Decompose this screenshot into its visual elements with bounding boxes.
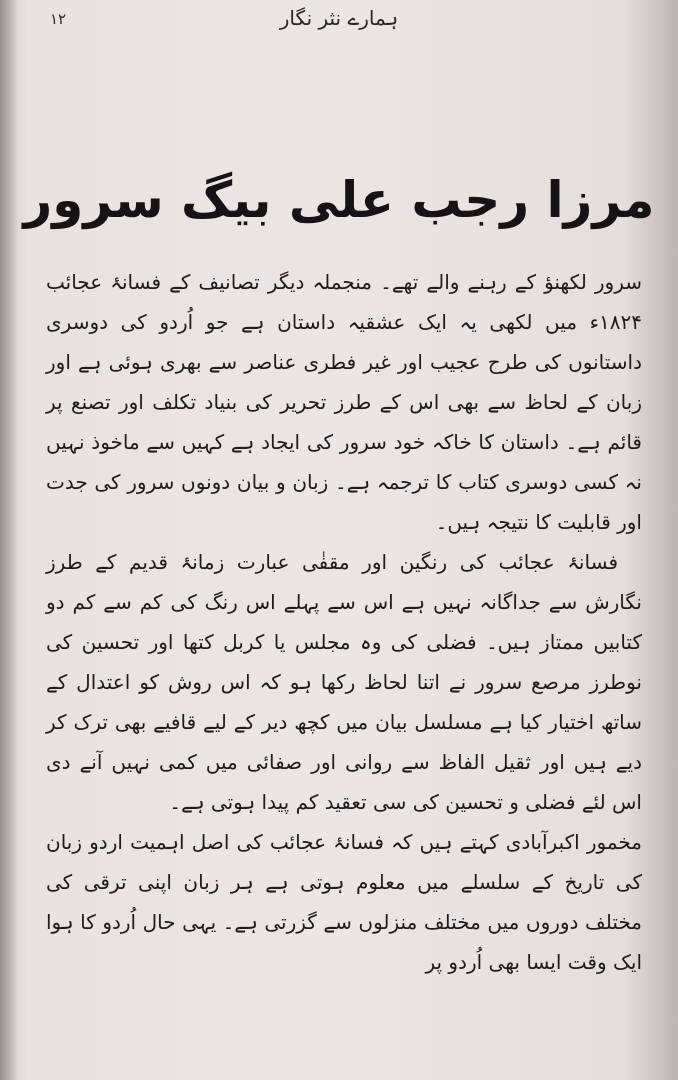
running-head: ہمارے نثر نگار [279, 6, 399, 30]
body-text [46, 262, 642, 982]
paragraph-2: فسانۂ عجائب کی رنگین اور مقفٰی عبارت زمانۂ قدیم کے طرز نگارش سے جداگانہ نہیں ہے اس سے پہلے اس رنگ کی کم سے کم دو کتابیں ممتاز ہیں۔ فضلی کی وہ مجلس یا کربل کتھا اور تحسین کی نوطرز مرصع سرور نے اتنا لحاظ رکھا ہو کہ اس روش کو اعتدال کے ساتھ اختیار کیا ہے مسلسل بیان میں کچھ دیر کے لیے قافیے بھی ترک کر دیے ہیں اور ثقیل الفاظ سے روانی اور صفائی میں کمی نہیں آنے دی اس لئے فضلی و تحسین کی سی تعقید کم پیدا ہوتی ہے۔ [46, 550, 642, 814]
binding-shadow [0, 0, 18, 1080]
paragraph-3: مخمور اکبرآبادی کہتے ہیں کہ فسانۂ عجائب کی اصل اہمیت اردو زبان کی تاریخ کے سلسلے میں معلوم ہوتی ہے ہر زبان اپنی ترقی کی مختلف دوروں میں مختلف منزلوں سے گزرتی ہے۔ یہی حال اُردو کا ہوا ایک وقت ایسا بھی اُردو پر [46, 830, 642, 974]
chapter-title: مرزا رجب علی بیگ سرور [23, 171, 655, 229]
paragraph-1: سرور لکھنؤ کے رہنے والے تھے۔ منجملہ دیگر تصانیف کے فسانۂ عجائب ۱۸۲۴ء میں لکھی یہ ایک عشقیہ داستان ہے جو اُردو کی دوسری داستانوں کی طرح عجیب اور غیر فطری عناصر سے بھری ہوئی ہے اور زبان کے لحاظ سے بھی اس کے طرز تحریر کی بنیاد تکلف اور تصنع پر قائم ہے۔ داستان کا خاکہ خود سرور کی ایجاد ہے کہیں سے ماخوذ نہیں نہ کسی دوسری کتاب کا ترجمہ ہے۔ زبان و بیان دونوں سرور کی جدت اور قابلیت کا نتیجہ ہیں۔ [46, 270, 642, 534]
page-number: ۱۲ [50, 10, 67, 28]
